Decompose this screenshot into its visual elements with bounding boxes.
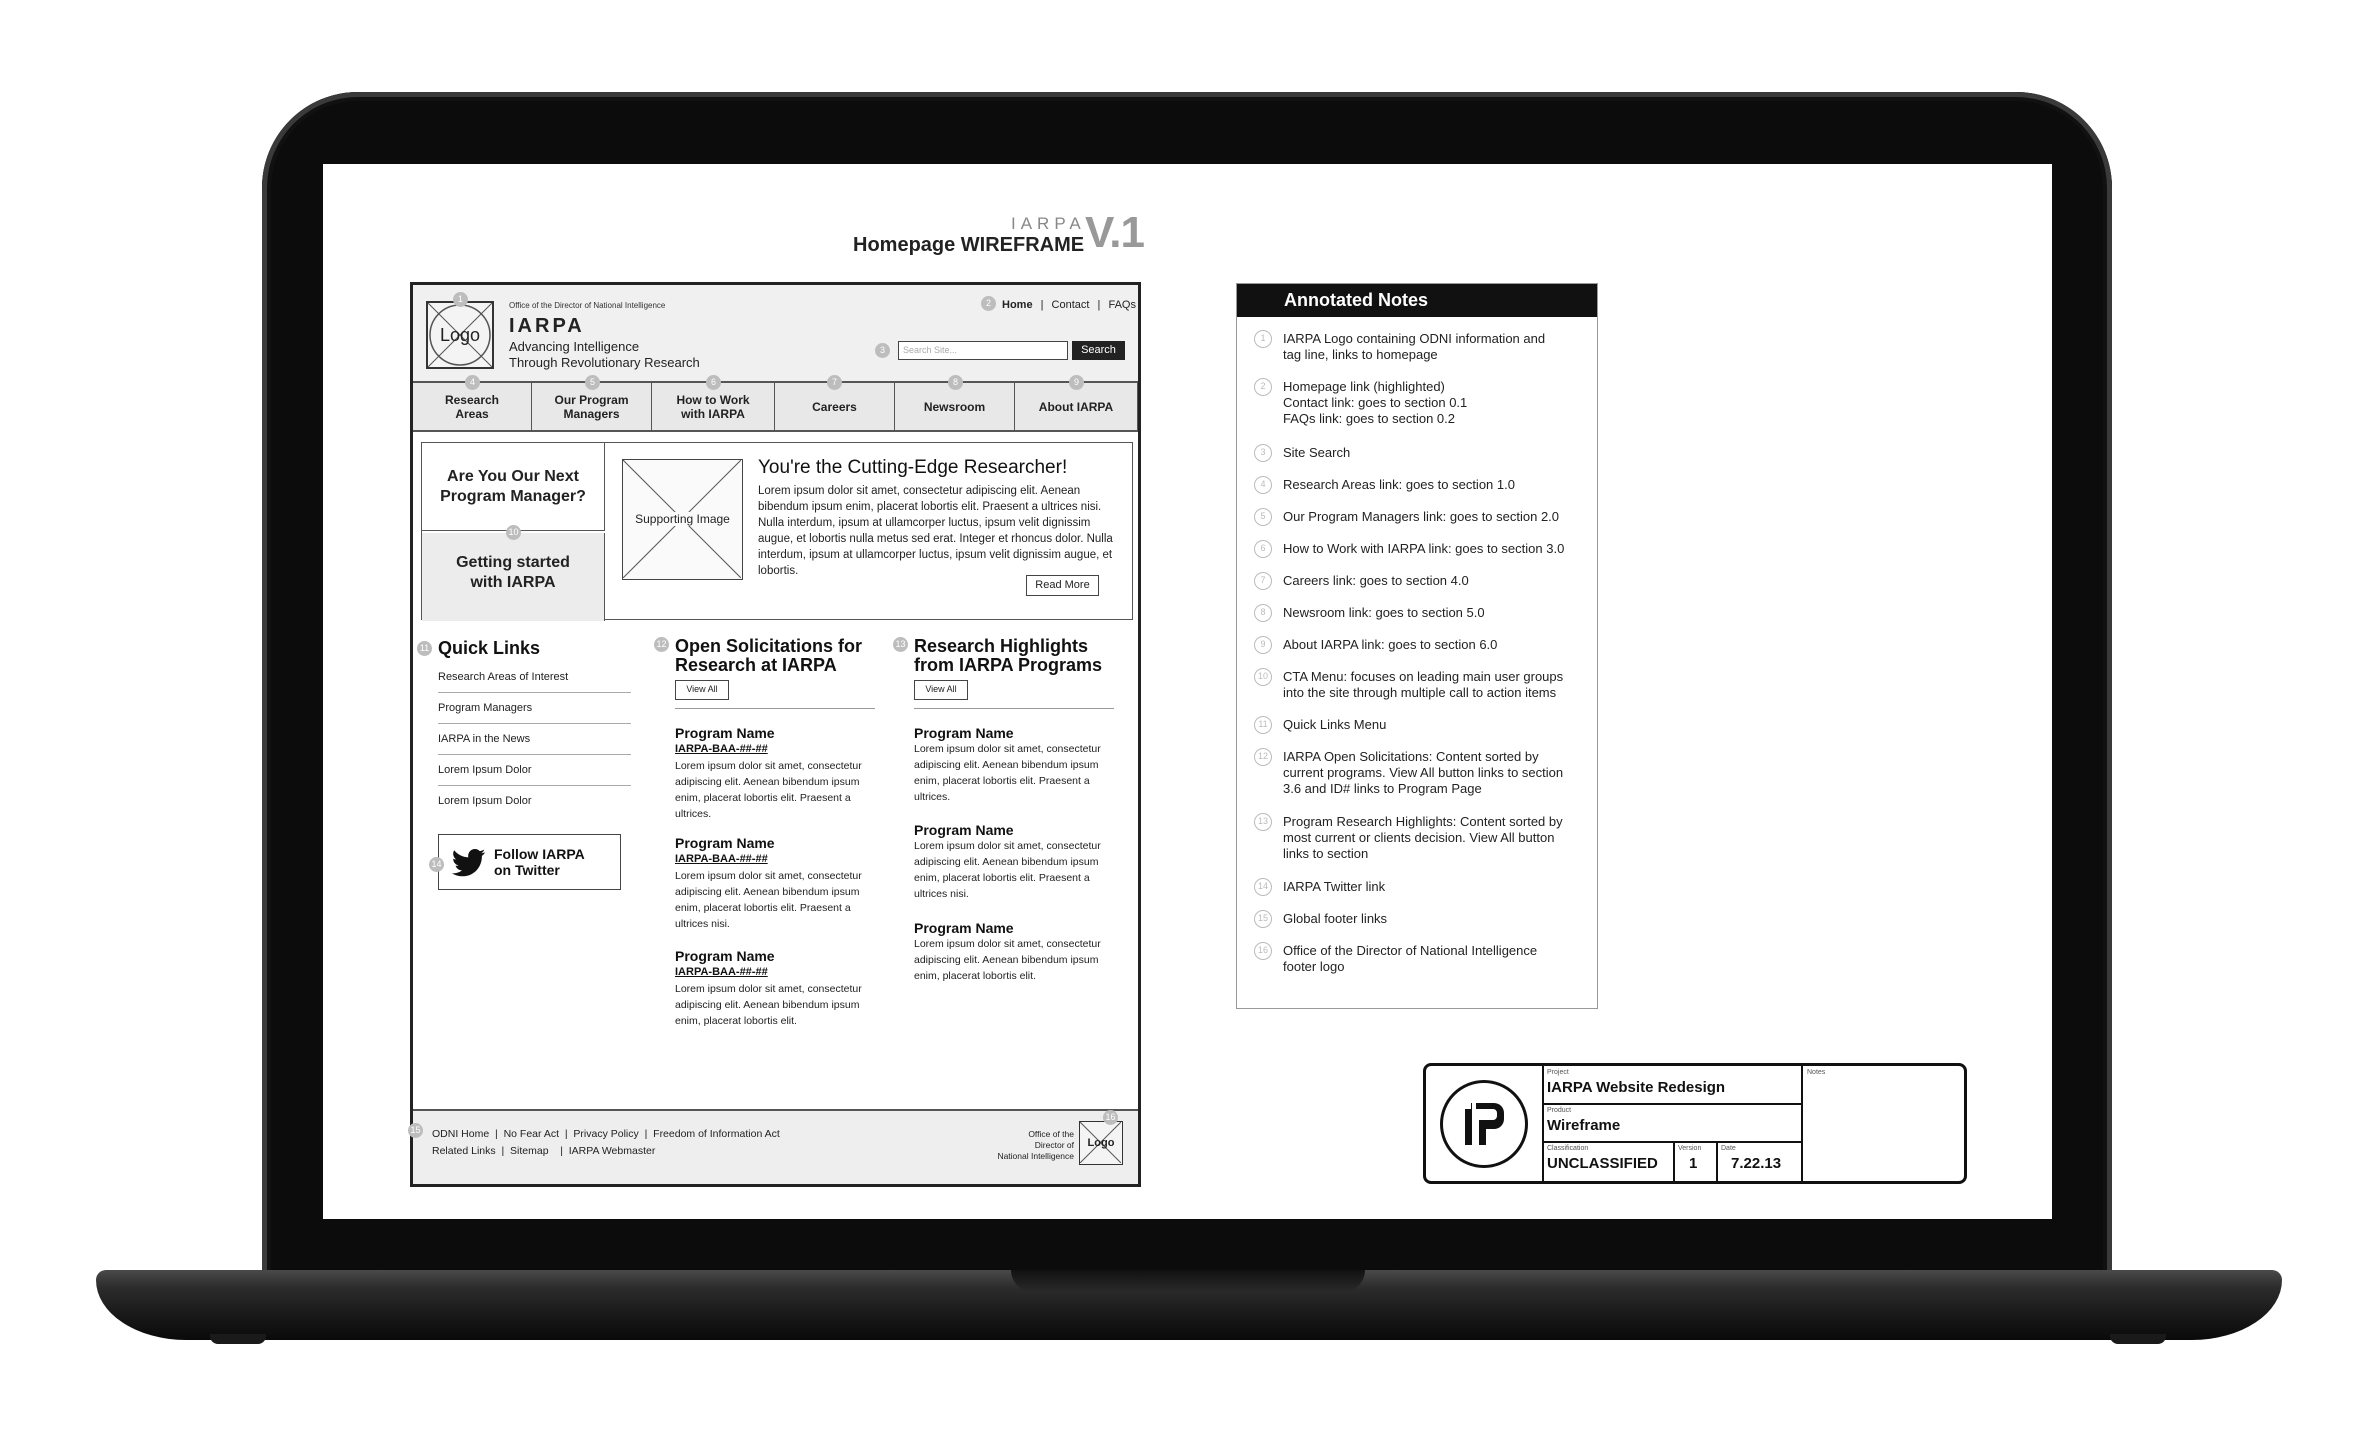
tb-project-label: Project (1547, 1069, 1569, 1076)
highlights-title (914, 637, 1102, 675)
tb-product-value: Wireframe (1547, 1117, 1621, 1134)
tb-version-label: Version (1678, 1145, 1702, 1152)
footer-links-line[interactable]: Related Links | Sitemap | IARPA Webmaster (432, 1145, 656, 1157)
tb-line (1716, 1141, 1718, 1181)
twitter-label-line: Follow IARPA (494, 846, 585, 862)
program-description: Lorem ipsum dolor sit amet, consectetur adipiscing elit. Aenean bibendum ipsum enim, placerat lobortis elit. (675, 983, 862, 1027)
note-item (1283, 879, 1583, 895)
footer-odni-line: National Intelligence (997, 1151, 1074, 1161)
note-item (1283, 669, 1583, 701)
site-tagline (509, 339, 700, 371)
solicitations-view-all-button[interactable]: View All (675, 680, 729, 700)
note-marker: 5 (1254, 508, 1272, 526)
note-marker: 16 (1254, 942, 1272, 960)
note-line: Newsroom link: goes to section 5.0 (1283, 605, 1485, 620)
note-item (1283, 541, 1583, 557)
tb-product-label: Product (1547, 1107, 1572, 1114)
note-line: Our Program Managers link: goes to section 2.0 (1283, 509, 1560, 524)
twitter-bird-icon (452, 849, 486, 877)
util-separator: | (1097, 299, 1101, 311)
program-name: Program Name (675, 725, 775, 741)
note-marker: 4 (1254, 476, 1272, 494)
nav-research-areas[interactable] (413, 383, 532, 430)
note-line: most current or clients decision. View All button (1283, 830, 1555, 845)
quick-link-item[interactable]: Research Areas of Interest (438, 671, 631, 693)
annotated-notes-panel (1236, 283, 1598, 1009)
note-line: Contact link: goes to section 0.1 (1283, 395, 1468, 410)
marker-9: 9 (1069, 375, 1084, 390)
drawing-title-block (1423, 1063, 1967, 1184)
note-line: footer logo (1283, 959, 1345, 974)
tagline-line-2: Through Revolutionary Research (509, 355, 700, 370)
marker-11: 11 (417, 641, 432, 656)
tb-line (1542, 1141, 1801, 1143)
highlights-title-line: Research Highlights (914, 636, 1089, 656)
site-header (413, 285, 1138, 383)
wireframe-board (410, 282, 1141, 1187)
tagline-line-1: Advancing Intelligence (509, 339, 640, 354)
quick-link-item[interactable]: Lorem Ipsum Dolor (438, 764, 631, 786)
note-item (1283, 911, 1583, 927)
note-line: FAQs link: goes to section 0.2 (1283, 411, 1455, 426)
tb-date-value: 7.22.13 (1731, 1155, 1782, 1172)
nav-label: About IARPA (1038, 399, 1114, 414)
program-name: Program Name (914, 822, 1014, 838)
cta-program-manager[interactable] (422, 443, 605, 531)
note-marker: 15 (1254, 910, 1272, 928)
highlights-view-all-button[interactable]: View All (914, 680, 968, 700)
nav-label: Research (444, 392, 500, 407)
cta-label: Getting started (456, 554, 570, 571)
supporting-image (622, 459, 743, 580)
note-line: Quick Links Menu (1283, 717, 1387, 732)
note-marker: 7 (1254, 572, 1272, 590)
tb-classification-label: Classification (1547, 1145, 1589, 1152)
nav-careers[interactable] (775, 383, 895, 430)
program-id-link[interactable]: IARPA-BAA-##-## (675, 853, 768, 865)
marker-6: 6 (706, 375, 721, 390)
note-marker: 10 (1254, 668, 1272, 686)
note-line: links to section (1283, 846, 1369, 861)
wireframe-brand-small: IARPA (1011, 214, 1086, 233)
note-item (1283, 477, 1583, 493)
tb-line (1542, 1103, 1801, 1105)
tb-classification-value: UNCLASSIFIED (1547, 1155, 1658, 1172)
program-name: Program Name (675, 835, 775, 851)
footer-odni-text (994, 1129, 1074, 1162)
note-line: About IARPA link: goes to section 6.0 (1283, 637, 1498, 652)
note-item (1283, 943, 1583, 975)
note-item (1283, 331, 1583, 363)
marker-7: 7 (827, 375, 842, 390)
site-brand: IARPA (509, 315, 585, 337)
solicitations-title-line: Open Solicitations for (675, 636, 863, 656)
marker-14: 14 (429, 857, 444, 872)
nav-program-managers[interactable] (532, 383, 652, 430)
nav-label: Managers (563, 406, 620, 421)
note-line: Office of the Director of National Intelligence (1283, 943, 1538, 958)
iarpa-monogram-logo (1440, 1080, 1528, 1168)
nav-label: Careers (812, 399, 857, 414)
note-line: IARPA Twitter link (1283, 879, 1386, 894)
tb-line (1542, 1066, 1544, 1181)
note-line: IARPA Open Solicitations: Content sorted by (1283, 749, 1539, 764)
solicitations-title (675, 637, 862, 675)
highlights-title-line: from IARPA Programs (914, 655, 1103, 675)
marker-8: 8 (948, 375, 963, 390)
cta-label: with IARPA (470, 574, 556, 591)
program-description: Lorem ipsum dolor sit amet, consectetur adipiscing elit. Aenean bibendum ipsum enim, placerat lobortis elit. Praesent a ultrices nisi. (914, 840, 1101, 900)
cta-getting-started[interactable] (422, 533, 605, 621)
supporting-image-label: Supporting Image (623, 512, 742, 526)
cta-label: Program Manager? (440, 488, 586, 505)
nav-how-to-work[interactable] (652, 383, 775, 430)
twitter-label-line: on Twitter (494, 862, 560, 878)
quick-links-title: Quick Links (438, 638, 541, 658)
marker-10: 10 (506, 525, 521, 540)
program-id-link[interactable]: IARPA-BAA-##-## (675, 743, 768, 755)
note-item (1283, 637, 1583, 653)
util-contact-link[interactable]: Contact (1051, 299, 1090, 311)
tb-line (1673, 1141, 1675, 1181)
main-nav (413, 377, 1138, 432)
footer-odni-line: Office of the (1028, 1129, 1074, 1139)
note-line: IARPA Logo containing ODNI information and (1283, 331, 1546, 346)
footer-links-line[interactable]: ODNI Home | No Fear Act | Privacy Policy | Freedom of Information Act (432, 1128, 780, 1140)
twitter-follow-button[interactable] (438, 834, 621, 890)
note-line: CTA Menu: focuses on leading main user groups (1283, 669, 1564, 684)
hero-body: Lorem ipsum dolor sit amet, consectetur adipiscing elit. Aenean bibendum ipsum enim, placerat lobortis elit. Praesent a ultrices nisi. Nulla interdum, ipsum at ullamcorper luctus, ipsum velit dignissim augue, et lobortis nulla metus sed erat. Integer et rhoncus dolor. Nulla interdum, ipsum at ullamcorper luctus, ipsum velit dignissim augue, et lobortis. (758, 485, 1113, 577)
wireframe-title: Homepage WIREFRAME (853, 234, 1085, 256)
hero-section (421, 442, 1133, 620)
note-marker: 6 (1254, 540, 1272, 558)
marker-4: 4 (465, 375, 480, 390)
program-description: Lorem ipsum dolor sit amet, consectetur adipiscing elit. Aenean bibendum ipsum enim, placerat lobortis elit. Praesent a ultrices. (914, 743, 1101, 803)
site-logo[interactable] (426, 301, 494, 369)
note-item (1283, 379, 1583, 427)
program-description: Lorem ipsum dolor sit amet, consectetur adipiscing elit. Aenean bibendum ipsum enim, placerat lobortis elit. (914, 938, 1101, 982)
tb-date-label: Date (1721, 1145, 1736, 1152)
hero-title: You're the Cutting-Edge Researcher! (758, 457, 1068, 478)
footer-logo[interactable] (1079, 1121, 1123, 1165)
program-name: Program Name (914, 920, 1014, 936)
wireframe-version: V.1 (1085, 208, 1145, 257)
quick-link-item[interactable]: Lorem Ipsum Dolor (438, 795, 532, 807)
footer-logo-label: Logo (1087, 1137, 1115, 1149)
note-marker: 12 (1254, 748, 1272, 766)
note-line: tag line, links to homepage (1283, 347, 1438, 362)
search-button[interactable]: Search (1072, 341, 1125, 360)
odni-text: Office of the Director of National Intelligence (509, 301, 666, 310)
util-separator: | (1040, 299, 1044, 311)
nav-label: Newsroom (923, 399, 986, 414)
note-marker: 2 (1254, 378, 1272, 396)
note-item (1283, 509, 1583, 525)
laptop-screen (323, 164, 2052, 1219)
marker-3: 3 (875, 343, 890, 358)
note-marker: 9 (1254, 636, 1272, 654)
nav-label: with IARPA (681, 406, 745, 421)
marker-13: 13 (893, 637, 908, 652)
program-name: Program Name (914, 725, 1014, 741)
note-item (1283, 573, 1583, 589)
laptop-foot-left (210, 1334, 266, 1344)
nav-newsroom[interactable] (895, 383, 1015, 430)
tb-line (1801, 1066, 1803, 1181)
marker-16: 16 (1103, 1110, 1118, 1125)
program-description: Lorem ipsum dolor sit amet, consectetur adipiscing elit. Aenean bibendum ipsum enim, placerat lobortis elit. Praesent a ultrices nisi. (675, 870, 862, 930)
program-id-link[interactable]: IARPA-BAA-##-## (675, 966, 768, 978)
utility-nav (1002, 299, 1136, 311)
note-line: into the site through multiple call to action items (1283, 685, 1557, 700)
search-input[interactable]: Search Site... (898, 341, 1068, 360)
nav-label: Our Program (554, 392, 629, 407)
marker-12: 12 (654, 637, 669, 652)
nav-label: Areas (455, 406, 489, 421)
marker-2: 2 (981, 296, 996, 311)
footer-links (432, 1126, 780, 1160)
note-marker: 3 (1254, 444, 1272, 462)
annotated-notes-title: Annotated Notes (1237, 284, 1597, 317)
site-footer (413, 1109, 1138, 1184)
note-marker: 13 (1254, 813, 1272, 831)
solicitations-title-line: Research at IARPA (675, 655, 837, 675)
divider (675, 708, 875, 709)
quick-link-item[interactable]: Program Managers (438, 702, 631, 724)
note-item (1283, 814, 1583, 862)
tb-project-value: IARPA Website Redesign (1547, 1079, 1726, 1096)
util-home-link[interactable]: Home (1002, 299, 1033, 311)
note-line: Careers link: goes to section 4.0 (1283, 573, 1469, 588)
nav-about[interactable] (1015, 383, 1138, 430)
note-line: Global footer links (1283, 911, 1388, 926)
note-item (1283, 605, 1583, 621)
note-item (1283, 445, 1583, 461)
nav-label: How to Work (676, 392, 750, 407)
note-line: current programs. View All button links to section (1283, 765, 1564, 780)
program-description: Lorem ipsum dolor sit amet, consectetur adipiscing elit. Aenean bibendum ipsum enim, placerat lobortis elit. Praesent a ultrices. (675, 760, 862, 820)
logo-label: Logo (439, 325, 481, 345)
tb-version-value: 1 (1689, 1155, 1698, 1172)
note-line: Program Research Highlights: Content sorted by (1283, 814, 1563, 829)
note-line: Research Areas link: goes to section 1.0 (1283, 477, 1515, 492)
util-faqs-link[interactable]: FAQs (1108, 299, 1136, 311)
laptop-foot-right (2110, 1334, 2166, 1344)
note-marker: 1 (1254, 330, 1272, 348)
note-marker: 14 (1254, 878, 1272, 896)
note-line: How to Work with IARPA link: goes to section 3.0 (1283, 541, 1565, 556)
footer-odni-line: Director of (1034, 1140, 1074, 1150)
note-marker: 8 (1254, 604, 1272, 622)
program-name: Program Name (675, 948, 775, 964)
twitter-label (494, 846, 585, 878)
note-line: Site Search (1283, 445, 1351, 460)
read-more-button[interactable]: Read More (1026, 575, 1099, 596)
quick-link-item[interactable]: IARPA in the News (438, 733, 631, 755)
note-marker: 11 (1254, 716, 1272, 734)
note-line: 3.6 and ID# links to Program Page (1283, 781, 1482, 796)
note-item (1283, 717, 1583, 733)
marker-5: 5 (585, 375, 600, 390)
laptop-notch (1011, 1270, 1365, 1292)
marker-15: 15 (408, 1123, 423, 1138)
marker-1: 1 (453, 292, 468, 307)
cta-label: Are You Our Next (447, 468, 579, 485)
note-line: Homepage link (highlighted) (1283, 379, 1445, 394)
note-item (1283, 749, 1583, 797)
divider (914, 708, 1114, 709)
tb-notes-label: Notes (1807, 1069, 1826, 1076)
